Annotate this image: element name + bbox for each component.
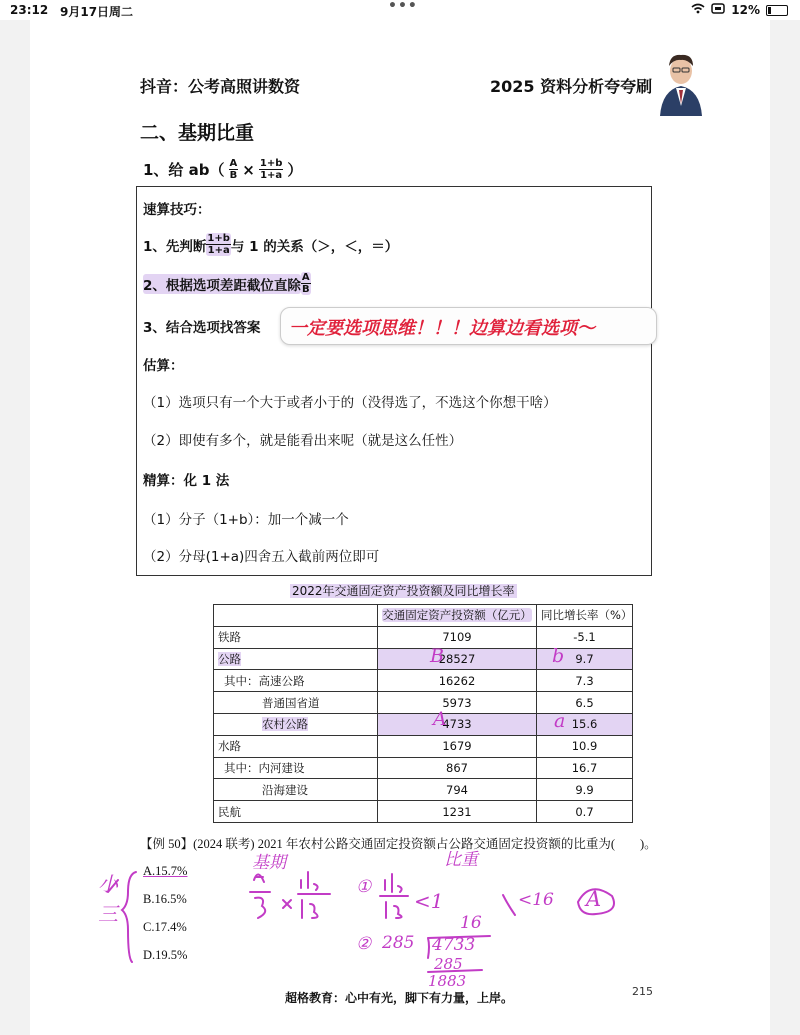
long-division-bar	[428, 936, 490, 958]
handwritten-285-sub: 285	[434, 955, 463, 973]
question-text: 【例 50】(2024 联考) 2021 年农村公路交通固定投资额占公路交通固定投资额的比重为( )。	[140, 837, 657, 851]
estimate-line-1: （1）选项只有一个大于或者小于的（没得选了，不选这个你想干啥）	[143, 395, 557, 411]
multitask-dots-icon[interactable]: •••	[388, 0, 418, 14]
subtract-line	[428, 970, 482, 972]
subtitle-prefix: 1、给 ab（	[143, 161, 225, 179]
precise-heading: 精算：化 1 法	[143, 473, 230, 489]
option-text: A.15.7%	[143, 864, 188, 878]
row-name-text: 农村公路	[262, 717, 308, 732]
row-rate: 15.6	[537, 713, 633, 735]
row-value: 5973	[378, 692, 537, 714]
times-sign: ×	[242, 160, 255, 179]
handwritten-jiqi: 基期	[252, 853, 286, 873]
row-name: 其中：高速公路	[214, 670, 378, 692]
row-value: 16262	[378, 670, 537, 692]
row-value: 4733	[378, 713, 537, 735]
precise-line-1: （1）分子（1+b）：加一个减一个	[143, 512, 349, 528]
row-value: 867	[378, 757, 537, 779]
fraction-den: 1+a	[207, 245, 230, 256]
handwritten-285: 285	[382, 933, 415, 953]
row-name: 其中：内河建设	[214, 757, 378, 779]
row-name: 沿海建设	[214, 779, 378, 801]
handwritten-less-than-1: <1	[414, 889, 444, 913]
page-number: 215	[632, 985, 653, 998]
handwritten-bizhong: 比重	[444, 850, 478, 870]
row-rate: 10.9	[537, 735, 633, 757]
row-rate: 9.7	[537, 648, 633, 670]
header-text: 交通固定资产投资额（亿元）	[382, 608, 532, 623]
row-value: 1231	[378, 801, 537, 823]
tip-text: 1、先判断	[143, 238, 207, 255]
battery-percent: 12%	[731, 3, 760, 17]
table-title-text: 2022年交通固定资产投资额及同比增长率	[292, 584, 515, 598]
row-value: 1679	[378, 735, 537, 757]
fraction-num: 1+b	[259, 158, 283, 169]
frac-a-b	[250, 874, 270, 918]
handwritten-16: 16	[460, 913, 482, 933]
tips-bracket	[108, 880, 118, 892]
row-value: 794	[378, 779, 537, 801]
row-rate: 9.9	[537, 779, 633, 801]
handwritten-xiao: 小	[98, 872, 118, 896]
subtitle-suffix: ）	[287, 161, 303, 179]
frac-1b-1a-circle-1	[380, 874, 408, 918]
estimate-heading: 估算：	[143, 358, 184, 374]
estimate-line-2: （2）即使有多个，就是能看出来呢（就是这么任性）	[143, 433, 463, 449]
brace-stroke	[122, 872, 136, 962]
status-time: 23:12	[10, 3, 49, 17]
row-rate: 7.3	[537, 670, 633, 692]
handwritten-A: A	[433, 708, 447, 730]
footer-slogan: 超格教育：心中有光，脚下有力量，上岸。	[285, 991, 514, 1005]
callout-text: 一定要选项思维！！！边算边看选项～	[289, 318, 595, 339]
fraction-den: B	[229, 170, 238, 181]
fraction-num: 1+b	[207, 233, 230, 244]
option-c[interactable]: C.17.4%	[143, 920, 187, 934]
row-rate: 16.7	[537, 757, 633, 779]
handwritten-less-than-16: <16	[518, 890, 554, 910]
fraction-num: A	[229, 158, 238, 169]
row-name: 普通国省道	[214, 692, 378, 714]
row-name: 民航	[214, 801, 378, 823]
row-rate: -5.1	[537, 626, 633, 648]
precise-line-2: （2）分母(1+a)四舍五入截前两位即可	[143, 549, 380, 565]
fraction-den: B	[301, 284, 310, 295]
circle-a	[578, 889, 614, 914]
row-name-text: 公路	[218, 651, 241, 666]
header-left: 抖音：公考高照讲数资	[140, 77, 301, 96]
handwritten-b: b	[552, 645, 565, 667]
fraction-den: 1+a	[260, 170, 283, 181]
header-right: 2025 资料分析夸夸刷	[490, 77, 653, 96]
row-name: 水路	[214, 735, 378, 757]
fraction-num: A	[301, 272, 310, 283]
handwritten-san: 三	[98, 902, 118, 926]
handwritten-a: a	[554, 710, 566, 732]
row-rate: 0.7	[537, 801, 633, 823]
handwritten-circle-2: ②	[356, 934, 372, 954]
option-b[interactable]: B.16.5%	[143, 892, 187, 906]
tip-text: 与 1 的关系（＞，＜，＝）	[230, 238, 399, 255]
tips-heading: 速算技巧：	[143, 202, 211, 218]
option-d[interactable]: D.19.5%	[143, 948, 188, 962]
section-title: 二、基期比重	[140, 122, 255, 144]
row-rate: 6.5	[537, 692, 633, 714]
handwritten-circle-1: ①	[356, 877, 372, 897]
row-value: 7109	[378, 626, 537, 648]
table-header-cell: 同比增长率（%）	[537, 605, 633, 627]
row-name: 铁路	[214, 626, 378, 648]
handwritten-answer-A: A	[586, 887, 602, 911]
arrow-a	[503, 895, 515, 915]
handwritten-4733: 4733	[432, 935, 476, 955]
handwritten-B: B	[430, 645, 444, 667]
row-value: 28527	[378, 648, 537, 670]
times-stroke	[283, 900, 291, 908]
frac-1b-1a	[298, 872, 330, 918]
tip-line-3: 3、结合选项找答案	[143, 320, 261, 336]
handwritten-1883: 1883	[428, 972, 467, 990]
tip-text: 2、根据选项差距截位直除	[143, 274, 301, 294]
status-date: 9月17日周二	[60, 5, 134, 19]
